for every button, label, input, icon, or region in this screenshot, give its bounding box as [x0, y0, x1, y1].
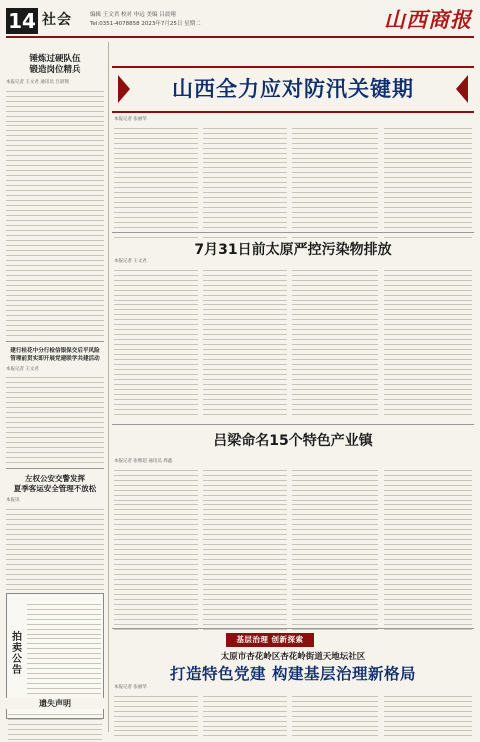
story2-headline: 7月31日前太原严控污染物排放 [194, 242, 392, 258]
contact-date-line: Tel:0351-4078858 2023年7月25日 星期二 [90, 21, 201, 27]
sidebar-story3-body [6, 505, 104, 589]
lead-byline: 本报记者 张丽华 [114, 117, 147, 122]
sidebar-story2-body [6, 374, 104, 463]
story2-body-col2 [203, 266, 287, 416]
sidebar-story1-title: 锤炼过硬队伍 锻造岗位精兵 [29, 54, 81, 75]
story4-body-col3 [292, 692, 378, 737]
headline-right-ornament [456, 75, 468, 103]
story3-body-col2 [203, 466, 287, 630]
story2-byline: 本报记者 王文君 [114, 259, 147, 264]
brand-logo: 山西商报 [384, 7, 472, 32]
lost-notice-body [8, 710, 102, 742]
column-kicker: 基层治理 创新探索 [226, 633, 314, 647]
story2-body-col1 [114, 266, 198, 416]
story4-subheadline: 太原市杏花岭区杏花岭街道天地坛社区 [220, 652, 366, 662]
sidebar-story3-byline: 本报讯 [6, 498, 20, 504]
section-divider [112, 232, 474, 233]
story3-body-col3 [292, 466, 378, 630]
section-name: 社会 [42, 12, 72, 28]
sidebar-divider [6, 468, 104, 469]
story3-byline: 本报记者 张继超 通讯员 周鑫 [114, 459, 173, 464]
sidebar-divider [6, 341, 104, 342]
sidebar-story1-byline: 本报记者 王文君 通讯员 吕晨翔 [6, 80, 69, 85]
masthead-rule [6, 36, 474, 38]
story4-byline: 本报记者 张丽华 [114, 685, 147, 690]
headline-left-ornament [118, 75, 130, 103]
auction-notice-body [27, 600, 101, 700]
section-divider [112, 424, 474, 425]
story3-body-col4 [384, 466, 472, 630]
story3-headline: 吕梁命名15个特色产业镇 [213, 433, 373, 449]
story4-body-col2 [203, 692, 287, 737]
lead-body-col4 [384, 124, 472, 239]
story4-body-col1 [114, 692, 198, 737]
lead-headline-box [112, 68, 474, 110]
sidebar-story2-title: 建行桂花中分行检信银保交后平风险 管理前贯实即开展党建联学共建活动 [10, 347, 100, 362]
story3-body-col1 [114, 466, 198, 630]
story4-headline: 打造特色党建 构建基层治理新格局 [170, 665, 416, 683]
story2-body-col3 [292, 266, 378, 416]
column-divider [108, 42, 109, 732]
sidebar-story3-title: 左权公安交警发挥 夏季客运安全管理不放松 [13, 474, 97, 494]
auction-notice-label: 拍卖公告 [12, 632, 22, 676]
masthead [0, 0, 480, 40]
story2-body-col4 [384, 266, 472, 416]
left-column [6, 40, 104, 730]
section-divider [112, 628, 474, 629]
sidebar-story1-body [6, 87, 104, 336]
lead-headline: 山西全力应对防汛关键期 [172, 77, 414, 101]
lead-body-col1 [114, 124, 198, 239]
lead-body-col3 [292, 124, 378, 239]
editor-line: 编辑 王文君 校对 申远 美编 吕晨翔 [90, 12, 176, 18]
story4-body-col4 [384, 692, 472, 737]
lead-body-col2 [203, 124, 287, 239]
sidebar-story2-byline: 本报记者 王文君 [6, 366, 39, 372]
page-number: 14 [6, 8, 38, 34]
headline-rule-bottom [112, 111, 474, 113]
lost-notice-title: 遗失声明 [6, 698, 104, 709]
